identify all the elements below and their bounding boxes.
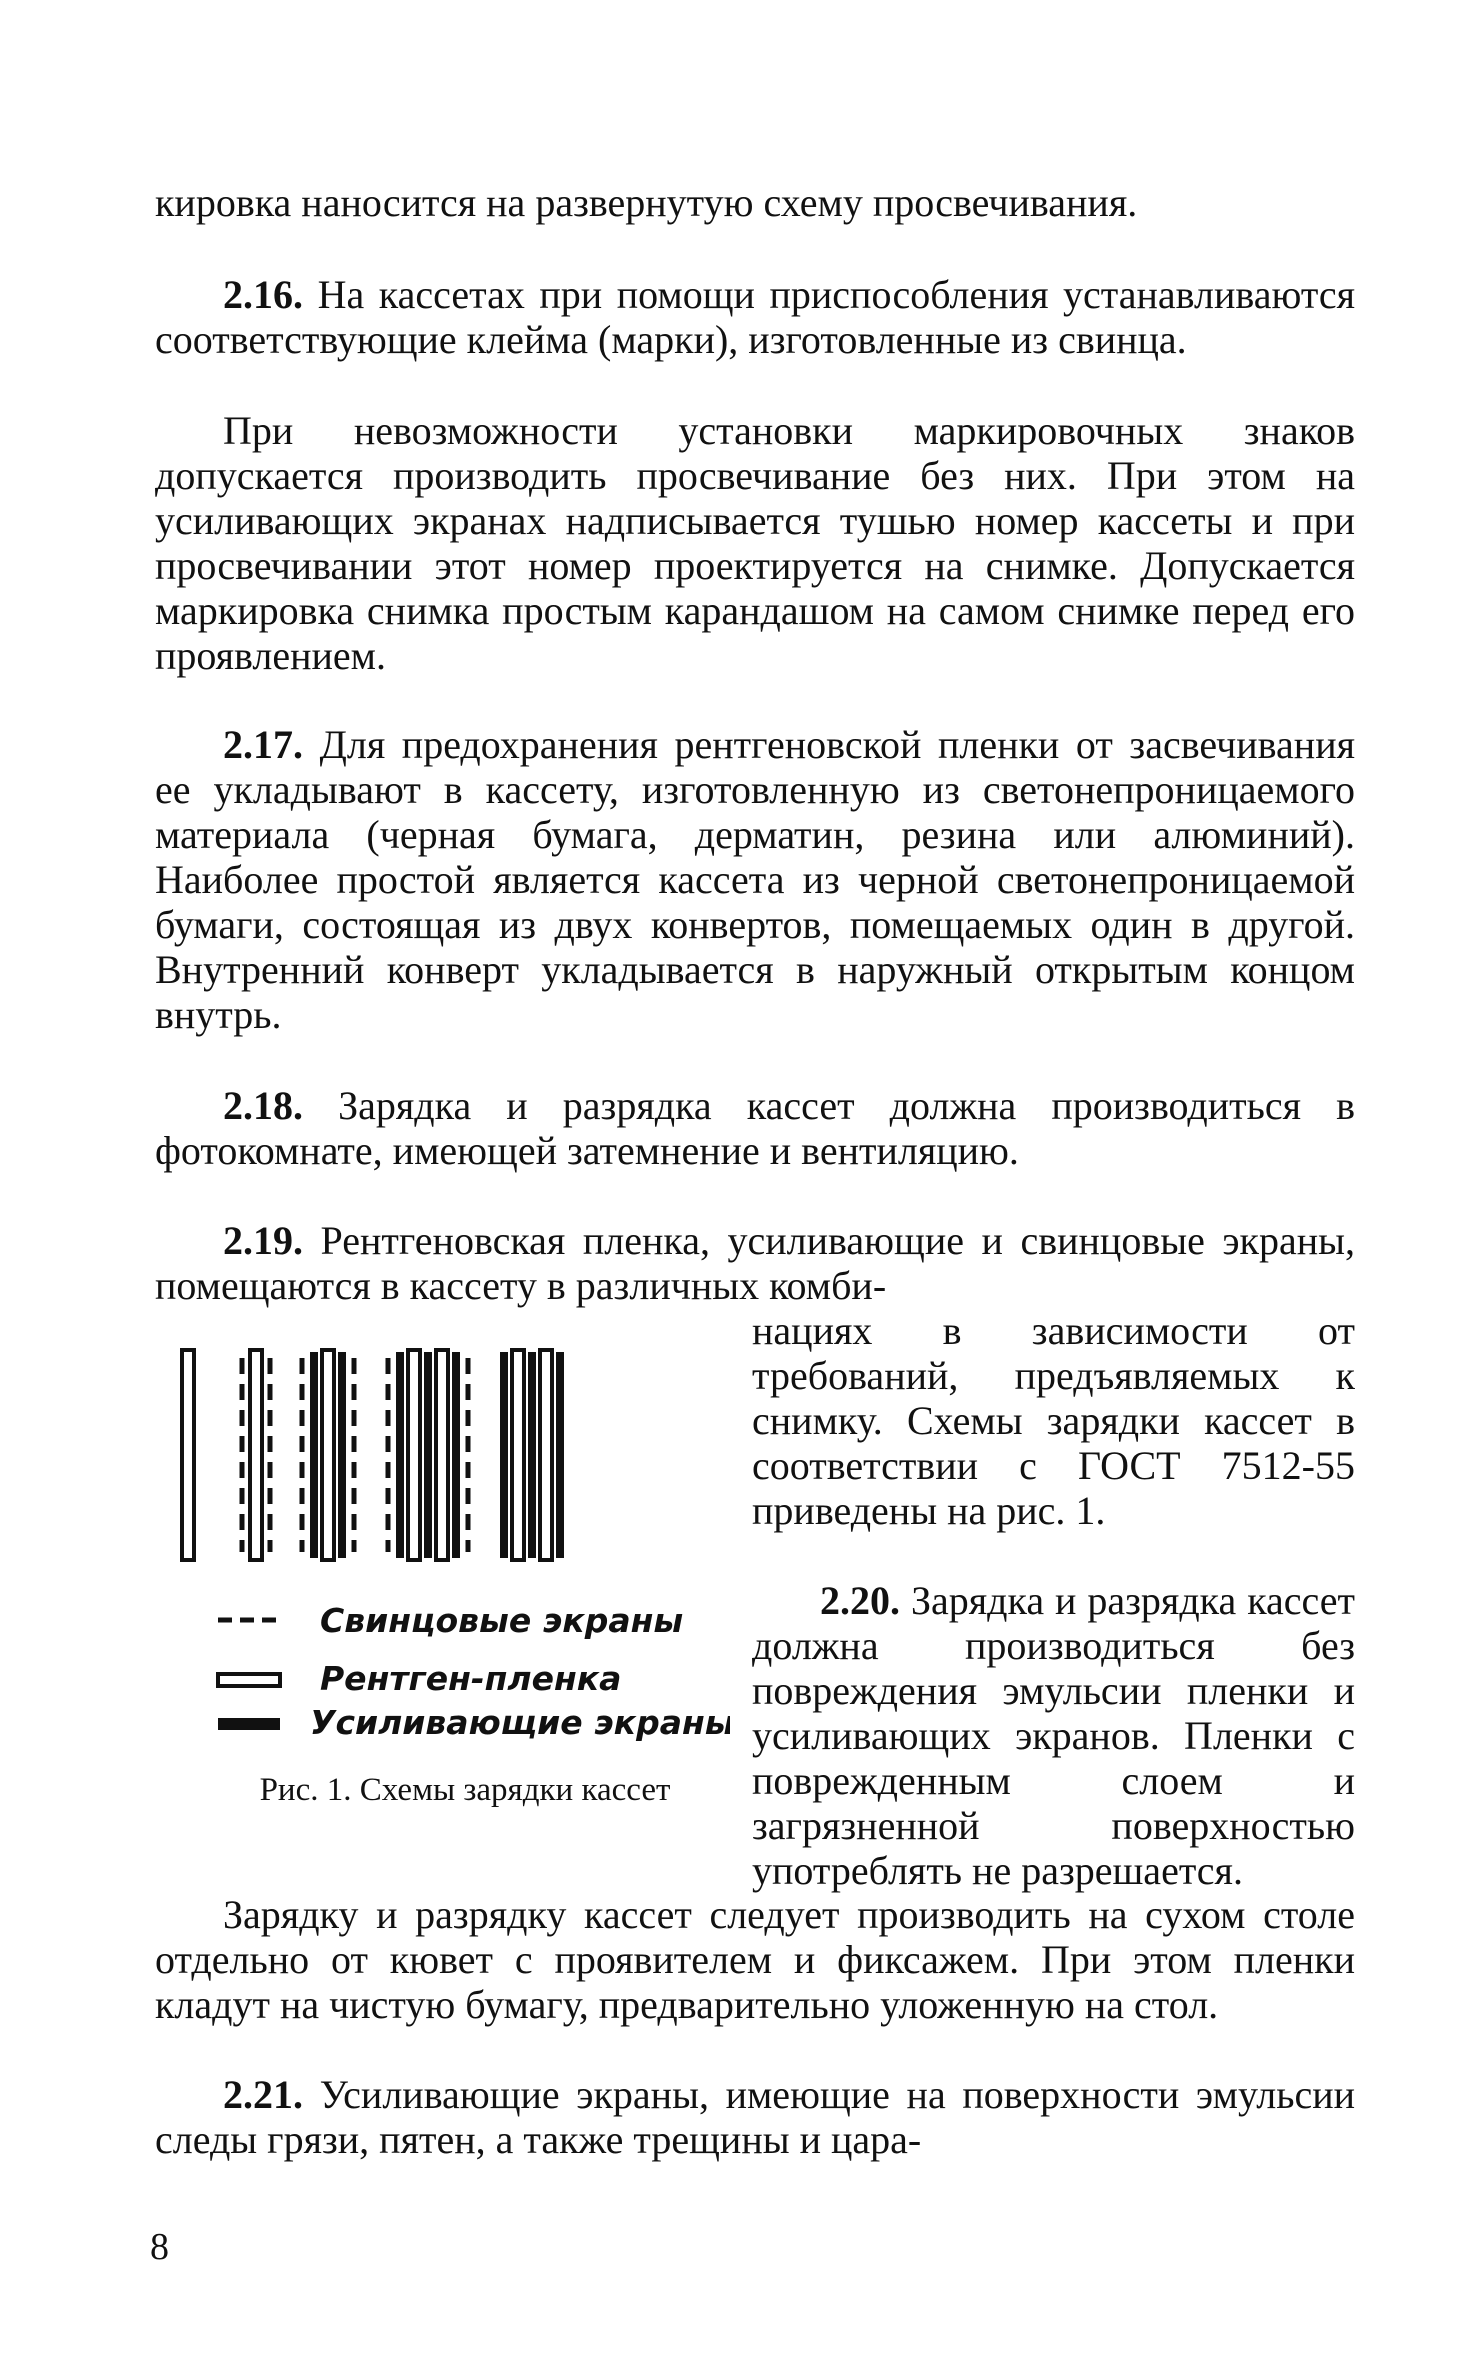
film-bar <box>182 1350 194 1560</box>
intensifying-screen-bar <box>556 1352 564 1558</box>
intensifying-screen-bar <box>424 1352 432 1558</box>
page-number: 8 <box>150 2226 169 2268</box>
cassette-diagram <box>170 1340 730 1760</box>
paragraph-continuation: кировка наносится на развернутую схему просвечивания. <box>155 180 1138 225</box>
film-bar <box>436 1350 448 1560</box>
film-bar <box>322 1350 334 1560</box>
paragraph-marking: При невозможности установки маркировочных знаков допускается производить просвечивание без них. При этом на усиливающих экранах надписывается тушью номер кассеты и при просвечивании этот номер проектируется на снимке. Допускается маркировка снимка простым карандашом на самом снимке перед его проявлением. <box>155 408 1355 678</box>
caption-label: Рис. 1. <box>259 1772 352 1808</box>
intensifying-screen-bar <box>500 1352 508 1558</box>
film-bar <box>408 1350 420 1560</box>
paragraph-2-21 <box>155 2072 1355 2162</box>
film-bar <box>540 1350 552 1560</box>
intensifying-screen-bar <box>338 1352 346 1558</box>
paragraph-loading: Зарядку и разрядку кассет следует производить на сухом столе отдельно от кювет с проявителем и фиксажем. При этом пленки кладут на чистую бумагу, предварительно уложенную на стол. <box>155 1892 1355 2027</box>
paragraph-2-19 <box>155 1218 1355 1308</box>
paragraph-2-20 <box>752 1578 1355 1893</box>
legend-film-swatch <box>218 1674 280 1686</box>
section-number: 2.17. <box>223 722 303 767</box>
intensifying-screen-bar <box>452 1352 460 1558</box>
paragraph-text: Рентгеновская пленка, усиливающие и свинцовые экраны, помещаются в кассету в различных комби- <box>155 1218 1356 1308</box>
paragraph-text: Для предохранения рентгеновской пленки от засвечивания ее укладывают в кассету, изготовленную из светонепроницаемого материала (черная бумага, дерматин, резина или алюминий). Наиболее простой является кассета из черной светонепроницаемой бумаги, состоящая из двух конвертов, помещаемых один в другой. Внутренний конверт укладывается в наружный открытым концом внутрь. <box>155 722 1355 1037</box>
legend-screens-label: Усиливающие экраны <box>310 1703 730 1742</box>
paragraph-2-17 <box>155 722 1355 1037</box>
section-number: 2.20. <box>820 1578 900 1623</box>
film-bar <box>250 1350 262 1560</box>
section-number: 2.21. <box>223 2072 303 2117</box>
intensifying-screen-bar <box>528 1352 536 1558</box>
film-bar <box>512 1350 524 1560</box>
legend-lead-label: Свинцовые экраны <box>320 1601 684 1640</box>
legend-film-label: Рентген-пленка <box>320 1659 622 1698</box>
paragraph-2-19-column: нациях в зависимости от требований, предъявляемых к снимку. Схемы зарядки кассет в соответствии с ГОСТ 7512-55 приведены на рис. 1. <box>752 1308 1355 1533</box>
intensifying-screen-bar <box>310 1352 318 1558</box>
caption-text: Схемы зарядки кассет <box>359 1772 671 1808</box>
paragraph-text: Зарядка и разрядка кассет должна производиться в фотокомнате, имеющей затемнение и вентиляцию. <box>155 1083 1356 1173</box>
section-number: 2.18. <box>223 1083 303 1128</box>
legend-screens-swatch <box>218 1718 280 1730</box>
paragraph-text: Усиливающие экраны, имеющие на поверхности эмульсии следы грязи, пятен, а также трещины и цара- <box>155 2072 1356 2162</box>
section-number: 2.19. <box>223 1218 303 1263</box>
paragraph-text: Зарядка и разрядка кассет должна производиться без повреждения эмульсии пленки и усиливающих экранов. Пленки с поврежденным слоем и загрязненной поверхностью употреблять не разрешается. <box>752 1578 1356 1893</box>
paragraph-2-18 <box>155 1083 1355 1173</box>
section-number: 2.16. <box>223 272 303 317</box>
figure-caption <box>240 1770 690 1810</box>
paragraph-text: На кассетах при помощи приспособления устанавливаются соответствующие клейма (марки), изготовленные из свинца. <box>155 272 1355 362</box>
paragraph-2-16 <box>155 272 1355 362</box>
intensifying-screen-bar <box>396 1352 404 1558</box>
